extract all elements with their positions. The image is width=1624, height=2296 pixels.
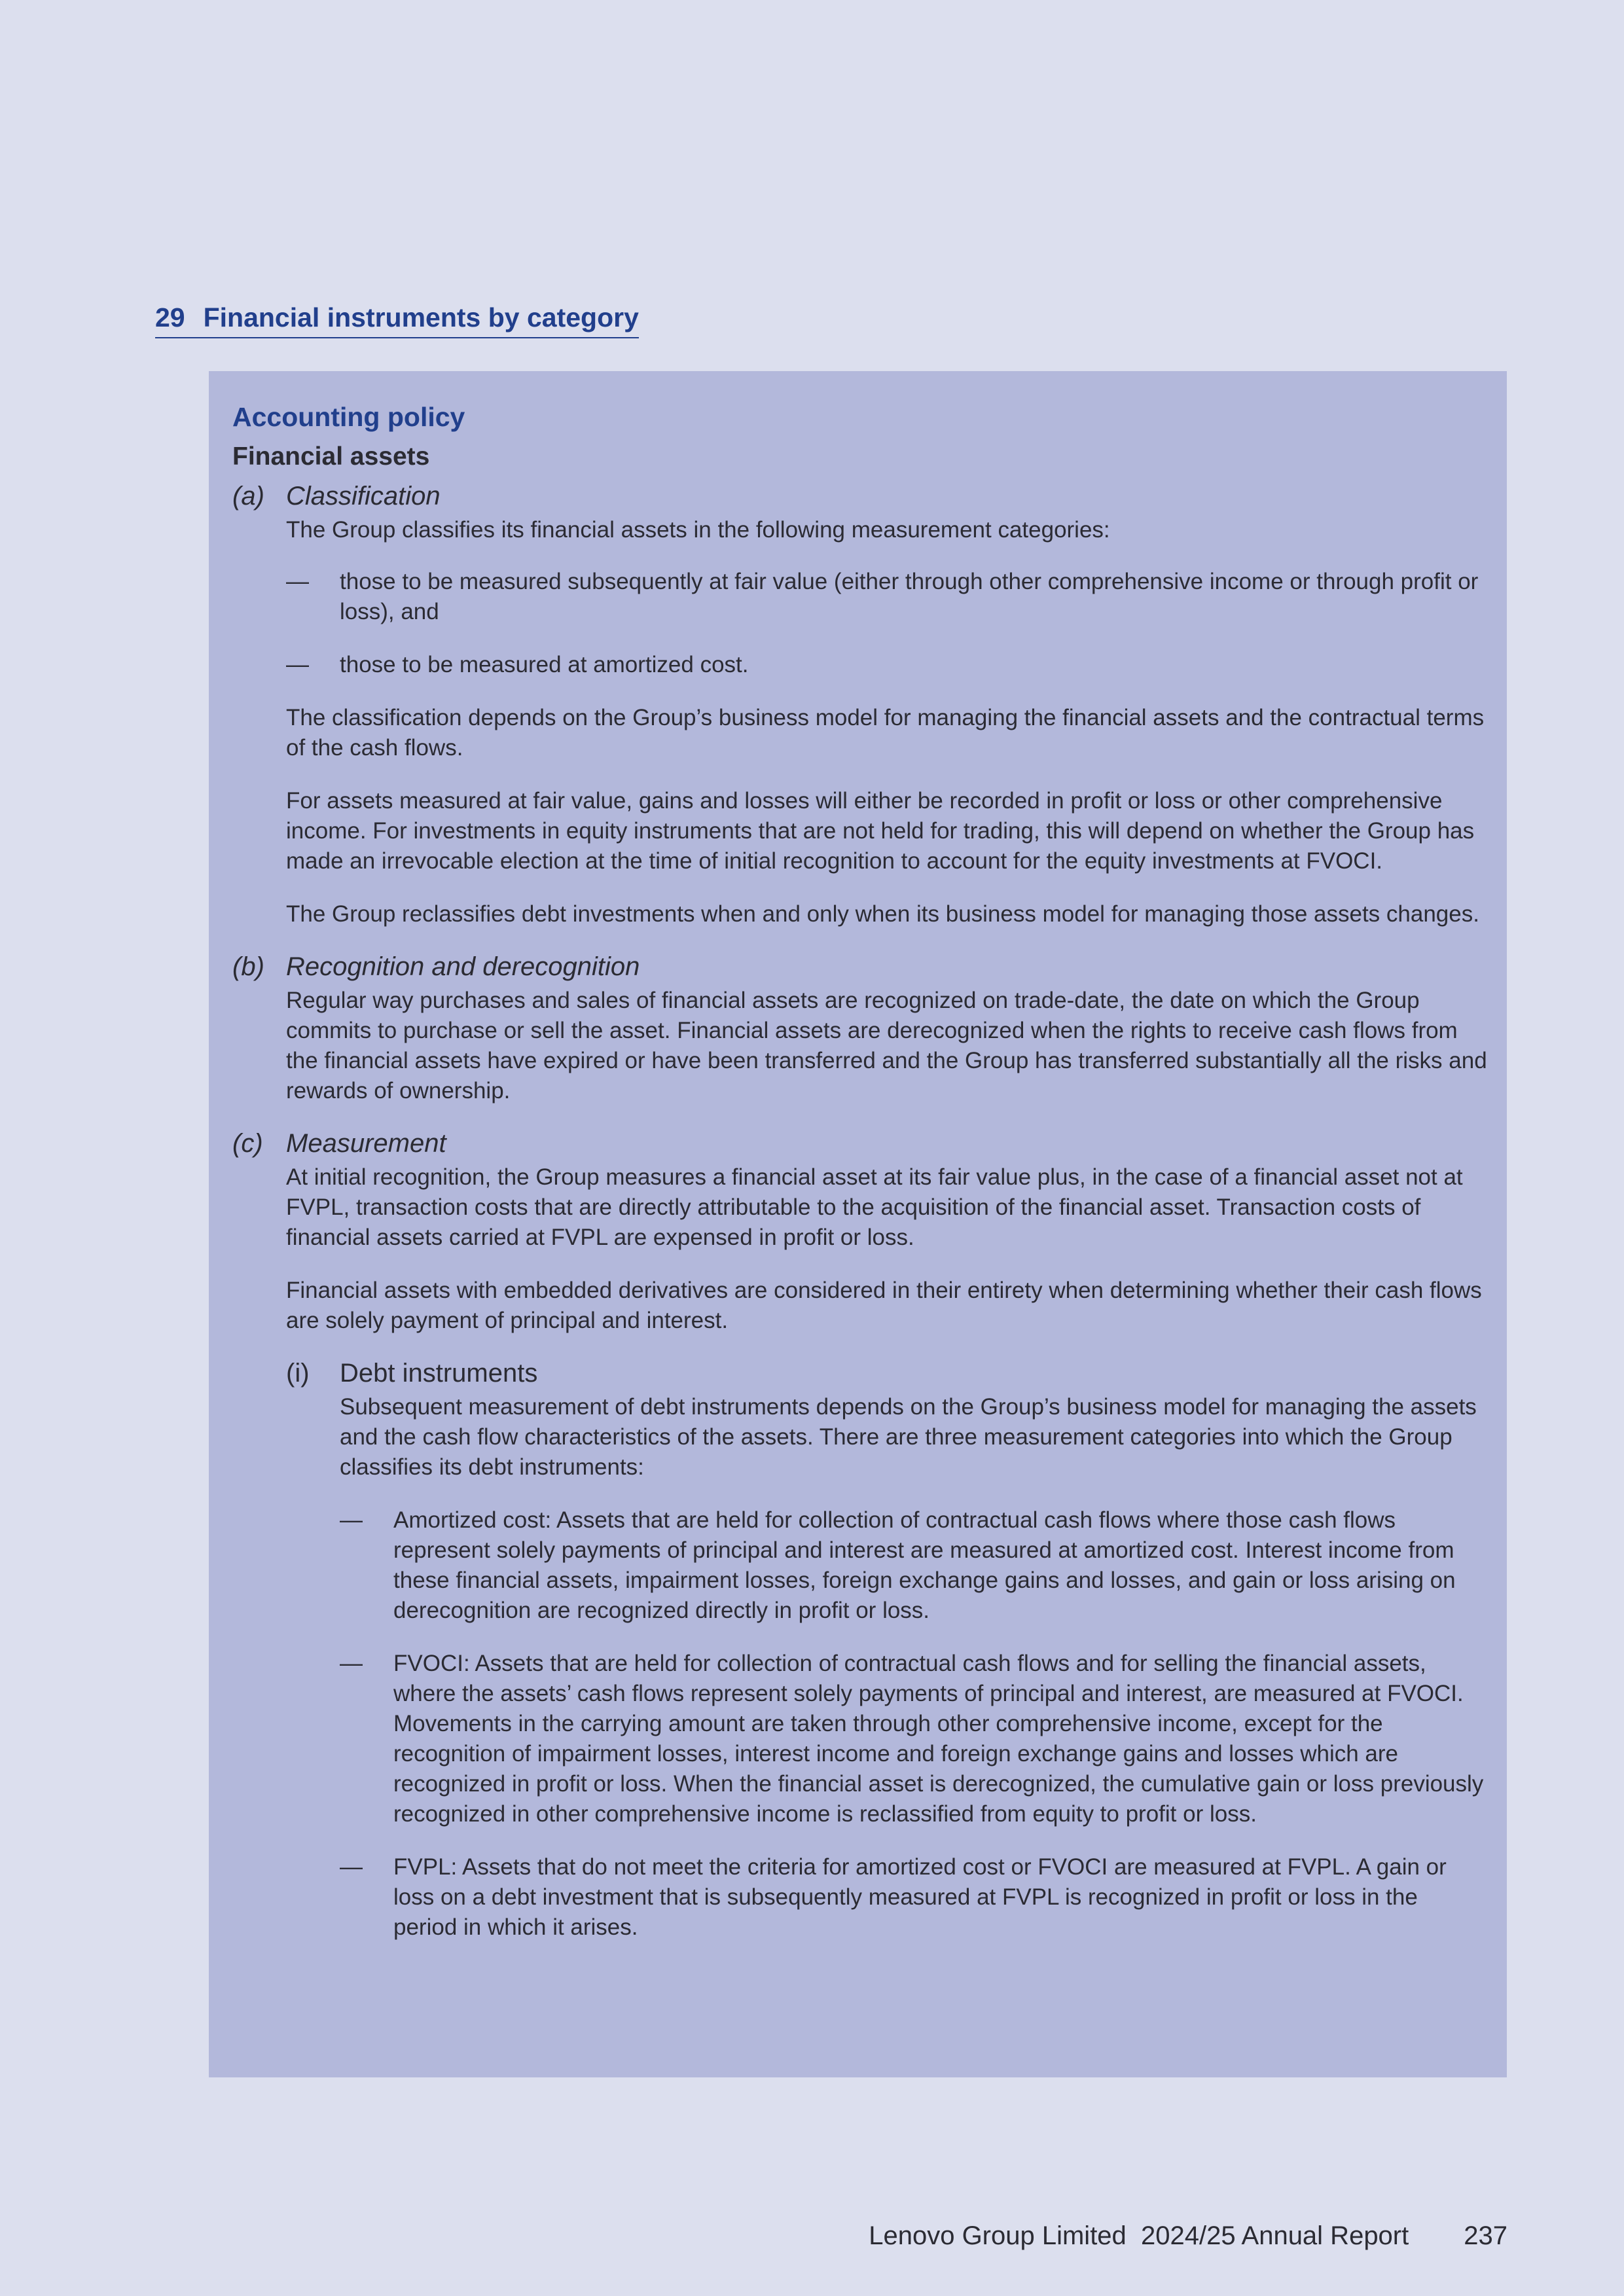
item-marker: (b) [232, 952, 264, 981]
subitem-marker: (i) [286, 1359, 310, 1388]
list-item [340, 1852, 1487, 1943]
paragraph: For assets measured at fair value, gains and losses will either be recorded in profit or loss or other comprehensive income. For investments in equity instruments that are not held for trading, this will depend on whether the Group has made an irrevocable election at the time of initial recognition to account for the equity investments at FVOCI. [286, 788, 1475, 874]
item-classification [232, 477, 1487, 948]
policy-title: Accounting policy [232, 402, 465, 432]
subitem-debt-instruments [286, 1354, 1487, 1943]
item-marker: (c) [232, 1129, 263, 1158]
item-marker: (a) [232, 482, 264, 511]
list-item-text: FVPL: Assets that do not meet the criteria for amortized cost or FVOCI are measured at FVPL. A gain or loss on a debt investment that is subsequently measured at FVPL is recognized in profit or loss in the period in which it arises. [393, 1854, 1447, 1940]
dash-marker: — [286, 652, 309, 677]
paragraph: At initial recognition, the Group measures a financial asset at its fair value plus, in the case of a financial asset not at FVPL, transaction costs that are directly attributable to the acquisition of the financial asset. Transaction costs of financial assets carried at FVPL are expensed in profit or loss. [286, 1164, 1463, 1250]
list-item [286, 650, 1487, 680]
list-item-text: those to be measured at amortized cost. [340, 652, 749, 677]
list-item-text: FVOCI: Assets that are held for collection of contractual cash flows and for selling the financial assets, where the assets’ cash flows represent solely payments of principal and interest, are measured at FVOCI. Movements in the carrying amount are taken through other comprehensive income, except for the recognition of impairment losses, interest income and foreign exchange gains and losses which are recognized in profit or loss. When the financial asset is derecognized, the cumulative gain or loss previously recognized in other comprehensive income is reclassified from equity to profit or loss. [393, 1651, 1484, 1827]
dash-marker: — [340, 1651, 363, 1676]
item-recognition [232, 948, 1487, 1124]
page-number: 237 [1464, 2221, 1507, 2250]
item-heading: Measurement [286, 1129, 446, 1158]
paragraph: The Group reclassifies debt investments when and only when its business model for managing those assets changes. [286, 901, 1479, 927]
paragraph: Financial assets with embedded derivatives are considered in their entirety when determining whether their cash flows are solely payment of principal and interest. [286, 1278, 1482, 1333]
accounting-policy-box [209, 371, 1507, 2077]
list-item [286, 567, 1487, 627]
dash-marker: — [286, 569, 309, 594]
list-item-text: those to be measured subsequently at fair value (either through other comprehensive income or through profit or loss), and [340, 569, 1479, 624]
paragraph: The Group classifies its financial assets in the following measurement categories: [286, 517, 1110, 543]
section-number: 29 [155, 302, 185, 332]
dash-marker: — [340, 1854, 363, 1880]
policy-subtitle: Financial assets [232, 442, 430, 471]
paragraph: The classification depends on the Group’s business model for managing the financial assets and the contractual terms of the cash flows. [286, 705, 1485, 761]
item-heading: Recognition and derecognition [286, 952, 640, 981]
subitem-heading: Debt instruments [340, 1359, 538, 1388]
paragraph: Regular way purchases and sales of financial assets are recognized on trade-date, the date on which the Group commits to purchase or sell the asset. Financial assets are derecognized when the rights to receive cash flows from the financial assets have expired or have been transferred and the Group has transferred substantially all the risks and rewards of ownership. [286, 988, 1487, 1103]
section-heading [155, 302, 639, 338]
item-heading: Classification [286, 482, 441, 511]
list-item-text: Amortized cost: Assets that are held for collection of contractual cash flows where those cash flows represent solely payments of principal and interest are measured at amortized cost. Interest income from these financial assets, impairment losses, foreign exchange gains and losses, and gain or loss arising on derecognition are recognized directly in profit or loss. [393, 1507, 1456, 1623]
list-item [340, 1505, 1487, 1626]
paragraph: Subsequent measurement of debt instruments depends on the Group’s business model for managing the assets and the cash flow characteristics of the assets. There are three measurement categories into which the Group classifies its debt instruments: [340, 1394, 1477, 1480]
report-name: Lenovo Group Limited 2024/25 Annual Report [869, 2221, 1409, 2250]
dash-marker: — [340, 1507, 363, 1533]
item-measurement [232, 1124, 1487, 1943]
page-footer [869, 2221, 1507, 2251]
section-title: Financial instruments by category [203, 302, 639, 332]
list-item [340, 1649, 1487, 1829]
